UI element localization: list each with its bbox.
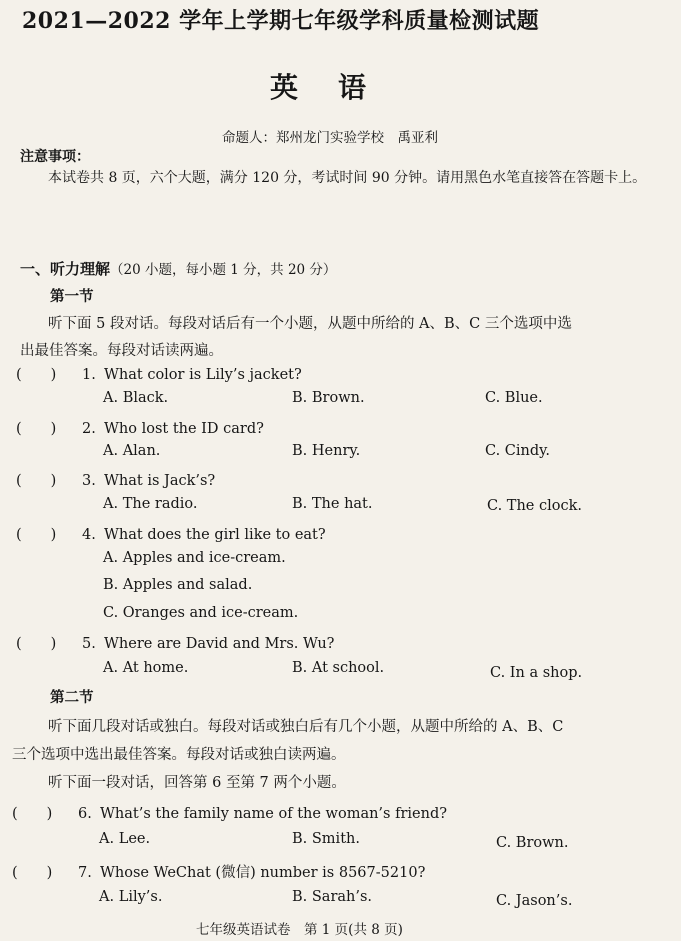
- question-number: 6.: [78, 806, 92, 822]
- author-line: 命题人：郑州龙门实验学校 禹亚利: [222, 130, 438, 146]
- question-number: 7.: [78, 865, 92, 881]
- answer-blank[interactable]: ( ): [16, 421, 57, 437]
- question-number: 5.: [82, 636, 96, 652]
- answer-blank[interactable]: ( ): [16, 527, 57, 543]
- option-b: B. Henry.: [292, 443, 361, 459]
- answer-blank[interactable]: ( ): [16, 367, 57, 383]
- question-text: What’s the family name of the woman’s friend?: [100, 806, 447, 822]
- option-c: C. In a shop.: [490, 665, 583, 681]
- question-text: What does the girl like to eat?: [104, 527, 326, 543]
- question-5: [16, 632, 334, 653]
- option-a: A. Lee.: [99, 831, 151, 847]
- part1-instructions-line2: 出最佳答案。每段对话读两遍。: [20, 343, 223, 359]
- question-1: [16, 363, 302, 384]
- page-footer: 七年级英语试卷 第 1 页(共 8 页): [196, 922, 403, 938]
- section-title: 一、听力理解: [20, 260, 111, 278]
- part2-instructions-line1: 听下面几段对话或独白。每段对话或独白后有几个小题，从题中所给的 A、B、C: [48, 719, 564, 735]
- option-a: A. Apples and ice-cream.: [103, 550, 286, 566]
- dialogue-intro: 听下面一段对话，回答第 6 至第 7 两个小题。: [48, 775, 346, 791]
- option-b: B. Sarah’s.: [292, 889, 373, 905]
- option-b: B. Smith.: [292, 831, 360, 847]
- answer-blank[interactable]: ( ): [16, 473, 57, 489]
- option-a: A. At home.: [103, 660, 189, 676]
- part2-label: 第二节: [50, 689, 94, 706]
- option-a: A. The radio.: [103, 496, 198, 512]
- question-text: Where are David and Mrs. Wu?: [104, 636, 335, 652]
- option-c: C. Cindy.: [485, 443, 551, 459]
- part1-label: 第一节: [50, 288, 94, 305]
- answer-blank[interactable]: ( ): [16, 636, 57, 652]
- option-c: C. Brown.: [496, 835, 569, 851]
- question-text: What is Jack’s?: [104, 473, 216, 489]
- option-a: A. Black.: [103, 390, 169, 406]
- subject-heading: 英语: [270, 71, 407, 104]
- question-number: 4.: [82, 527, 96, 543]
- part2-instructions-line2: 三个选项中选出最佳答案。每段对话或独白读两遍。: [12, 747, 346, 763]
- section-heading: [20, 258, 336, 279]
- notice-heading: 注意事项：: [20, 149, 90, 165]
- option-b: B. Brown.: [292, 390, 365, 406]
- option-c: C. Oranges and ice-cream.: [103, 605, 299, 621]
- question-text: What color is Lily’s jacket?: [104, 367, 302, 383]
- option-a: A. Alan.: [103, 443, 161, 459]
- notice-text: 本试卷共 8 页，六个大题，满分 120 分，考试时间 90 分钟。请用黑色水笔直接答在答题卡上。: [48, 170, 647, 186]
- part1-instructions-line1: 听下面 5 段对话。每段对话后有一个小题，从题中所给的 A、B、C 三个选项中选: [48, 316, 572, 332]
- option-c: C. Blue.: [485, 390, 543, 406]
- question-4: [16, 523, 326, 544]
- question-2: [16, 417, 264, 438]
- question-6: [12, 802, 447, 823]
- option-b: B. The hat.: [292, 496, 373, 512]
- question-text: Who lost the ID card?: [104, 421, 264, 437]
- question-number: 1.: [82, 367, 96, 383]
- question-number: 3.: [82, 473, 96, 489]
- question-3: [16, 469, 215, 490]
- option-a: A. Lily’s.: [99, 889, 163, 905]
- answer-blank[interactable]: ( ): [12, 806, 53, 822]
- option-b: B. At school.: [292, 660, 385, 676]
- option-c: C. Jason’s.: [496, 893, 573, 909]
- option-c: C. The clock.: [487, 498, 583, 514]
- question-7: [12, 861, 425, 882]
- answer-blank[interactable]: ( ): [12, 865, 53, 881]
- section-points: （20 小题，每小题 1 分，共 20 分）: [110, 262, 337, 278]
- option-b: B. Apples and salad.: [103, 577, 253, 593]
- question-number: 2.: [82, 421, 96, 437]
- question-text: Whose WeChat (微信) number is 8567-5210?: [100, 865, 426, 881]
- exam-title: 2021—2022 学年上学期七年级学科质量检测试题: [22, 8, 540, 34]
